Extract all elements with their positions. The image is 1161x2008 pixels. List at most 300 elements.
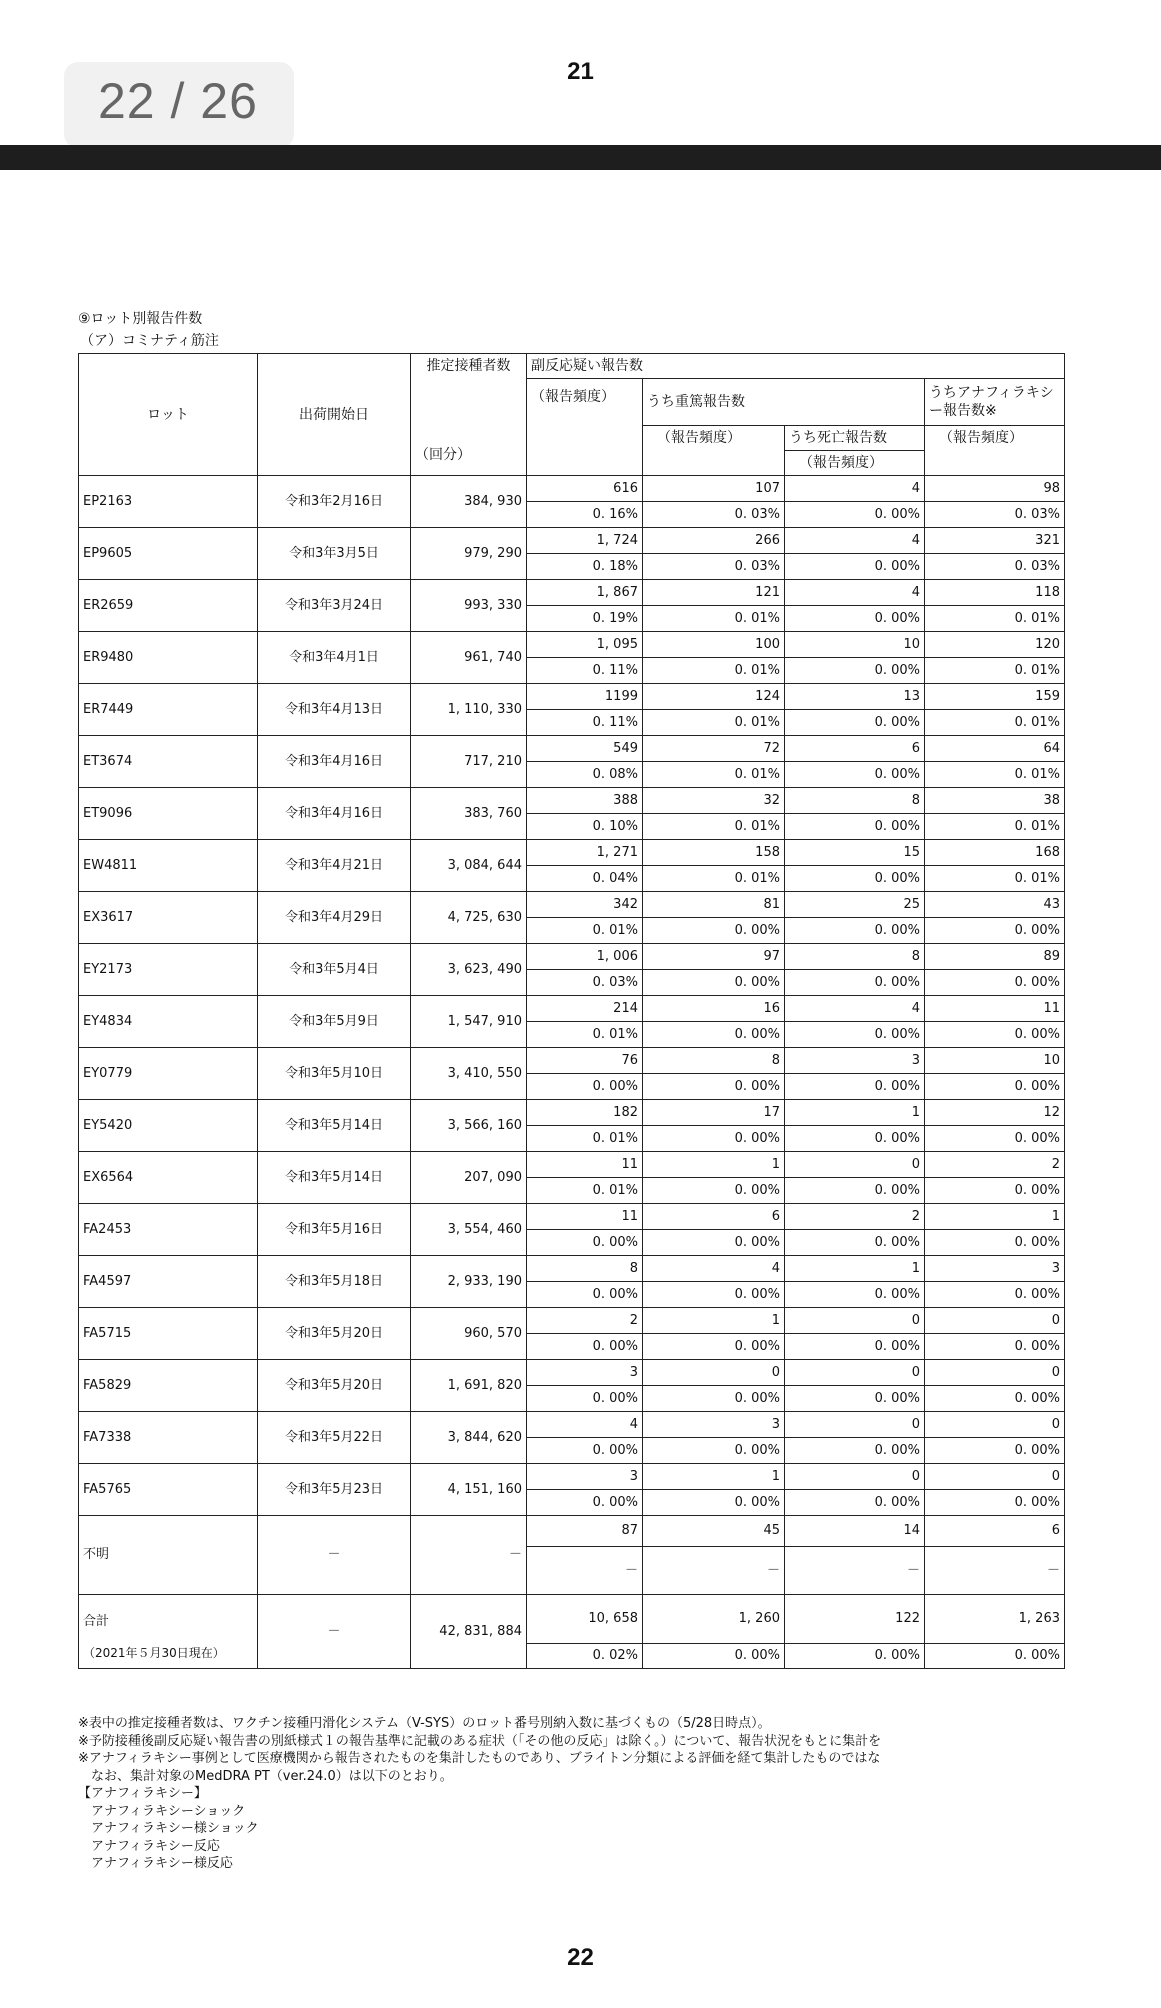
serious-freq-cell: 0. 00% <box>643 1126 785 1152</box>
reports-freq-cell: 0. 00% <box>527 1074 643 1100</box>
death-count-cell: 0 <box>785 1152 925 1178</box>
lot-cell <box>79 1360 258 1412</box>
anaph-freq-cell: 0. 00% <box>925 1490 1065 1516</box>
table-row <box>79 528 1065 554</box>
anaph-freq-cell: － <box>925 1547 1065 1595</box>
lot-cell <box>79 684 258 736</box>
doses-cell: 3, 623, 490 <box>411 944 527 996</box>
lot-cell <box>79 1516 258 1595</box>
section-title: ⑨ロット別報告件数 <box>78 311 203 327</box>
reports-freq-cell: 0. 00% <box>527 1282 643 1308</box>
lot-label: EW4811 <box>83 857 138 873</box>
serious-count-cell: 32 <box>643 788 785 814</box>
doses-cell: 3, 554, 460 <box>411 1204 527 1256</box>
serious-count-cell: 100 <box>643 632 785 658</box>
doses-cell: 207, 090 <box>411 1152 527 1204</box>
doses-cell: 961, 740 <box>411 632 527 684</box>
reports-freq-cell: 0. 00% <box>527 1490 643 1516</box>
anaph-freq-cell: 0. 01% <box>925 710 1065 736</box>
serious-count-cell: 81 <box>643 892 785 918</box>
doses-cell: 383, 760 <box>411 788 527 840</box>
serious-count-cell: 0 <box>643 1360 785 1386</box>
ship-date-cell: 令和3年5月14日 <box>258 1100 411 1152</box>
anaph-count-cell: 321 <box>925 528 1065 554</box>
serious-freq-cell: 0. 03% <box>643 554 785 580</box>
lot-label: ET9096 <box>83 805 133 821</box>
death-count-cell: 8 <box>785 788 925 814</box>
reports-count-cell: 2 <box>527 1308 643 1334</box>
serious-freq-cell: 0. 00% <box>643 1438 785 1464</box>
death-freq-cell: 0. 00% <box>785 554 925 580</box>
serious-freq-cell: － <box>643 1547 785 1595</box>
doses-cell: 4, 151, 160 <box>411 1464 527 1516</box>
ship-date-cell: 令和3年5月14日 <box>258 1152 411 1204</box>
lot-cell <box>79 1595 258 1669</box>
serious-count-cell: 4 <box>643 1256 785 1282</box>
serious-freq-cell: 0. 00% <box>643 1490 785 1516</box>
ship-date-cell: 令和3年5月16日 <box>258 1204 411 1256</box>
ship-date-cell: 令和3年5月23日 <box>258 1464 411 1516</box>
death-freq-cell: 0. 00% <box>785 1126 925 1152</box>
footnote-line: アナフィラキシーショック <box>78 1803 246 1819</box>
death-count-cell: 25 <box>785 892 925 918</box>
lot-label: EY4834 <box>83 1013 133 1029</box>
header-anaph: うちアナフィラキシー報告数※ <box>925 379 1065 426</box>
reports-count-cell: 8 <box>527 1256 643 1282</box>
anaph-freq-cell: 0. 00% <box>925 1178 1065 1204</box>
section-subtitle: （ア）コミナティ筋注 <box>80 333 219 349</box>
header-serious-freq: （報告頻度） <box>643 426 785 476</box>
lot-cell <box>79 476 258 528</box>
doses-cell: － <box>411 1516 527 1595</box>
anaph-count-cell: 89 <box>925 944 1065 970</box>
reports-freq-cell: 0. 10% <box>527 814 643 840</box>
serious-freq-cell: 0. 00% <box>643 970 785 996</box>
reports-freq-cell: 0. 00% <box>527 1334 643 1360</box>
reports-freq-cell: 0. 00% <box>527 1230 643 1256</box>
doses-cell: 3, 844, 620 <box>411 1412 527 1464</box>
reports-count-cell: 549 <box>527 736 643 762</box>
footnote-line: なお、集計対象のMedDRA PT（ver.24.0）は以下のとおり。 <box>78 1768 453 1784</box>
table-row <box>79 1464 1065 1490</box>
death-count-cell: 4 <box>785 528 925 554</box>
death-count-cell: 0 <box>785 1308 925 1334</box>
reports-freq-cell: 0. 02% <box>527 1644 643 1669</box>
table-row <box>79 788 1065 814</box>
death-count-cell: 4 <box>785 580 925 606</box>
death-count-cell: 6 <box>785 736 925 762</box>
death-freq-cell: 0. 00% <box>785 502 925 528</box>
reports-freq-cell: 0. 00% <box>527 1438 643 1464</box>
lot-cell <box>79 1308 258 1360</box>
death-freq-cell: 0. 00% <box>785 1490 925 1516</box>
death-count-cell: 0 <box>785 1412 925 1438</box>
death-freq-cell: 0. 00% <box>785 1074 925 1100</box>
serious-freq-cell: 0. 00% <box>643 1644 785 1669</box>
serious-count-cell: 17 <box>643 1100 785 1126</box>
death-freq-cell: 0. 00% <box>785 970 925 996</box>
reports-count-cell: 1199 <box>527 684 643 710</box>
serious-count-cell: 6 <box>643 1204 785 1230</box>
footnote-line: アナフィラキシー反応 <box>78 1838 220 1854</box>
lot-cell <box>79 1412 258 1464</box>
toolbar-divider <box>0 145 1161 170</box>
serious-count-cell: 158 <box>643 840 785 866</box>
ship-date-cell: － <box>258 1595 411 1669</box>
header-lot: ロット <box>79 354 258 476</box>
lot-label: ER2659 <box>83 597 134 613</box>
lot-label: ET3674 <box>83 753 133 769</box>
serious-freq-cell: 0. 00% <box>643 1230 785 1256</box>
serious-count-cell: 124 <box>643 684 785 710</box>
ship-date-cell: 令和3年2月16日 <box>258 476 411 528</box>
serious-count-cell: 72 <box>643 736 785 762</box>
anaph-freq-cell: 0. 00% <box>925 1438 1065 1464</box>
anaph-freq-cell: 0. 00% <box>925 1282 1065 1308</box>
anaph-freq-cell: 0. 00% <box>925 1644 1065 1669</box>
reports-freq-cell: 0. 01% <box>527 1022 643 1048</box>
lot-cell <box>79 632 258 684</box>
table-row <box>79 1412 1065 1438</box>
doses-cell: 3, 566, 160 <box>411 1100 527 1152</box>
reports-count-cell: 10, 658 <box>527 1595 643 1644</box>
lot-label: ER7449 <box>83 701 134 717</box>
table-row <box>79 632 1065 658</box>
table-row <box>79 1595 1065 1644</box>
serious-count-cell: 1, 260 <box>643 1595 785 1644</box>
footnote-line: 【アナフィラキシー】 <box>78 1786 207 1801</box>
serious-freq-cell: 0. 01% <box>643 710 785 736</box>
anaph-freq-cell: 0. 01% <box>925 658 1065 684</box>
lot-cell <box>79 528 258 580</box>
serious-count-cell: 16 <box>643 996 785 1022</box>
death-freq-cell: 0. 00% <box>785 1178 925 1204</box>
doses-cell: 1, 110, 330 <box>411 684 527 736</box>
death-count-cell: 122 <box>785 1595 925 1644</box>
table-row <box>79 476 1065 502</box>
ship-date-cell: 令和3年3月24日 <box>258 580 411 632</box>
lot-label: EX6564 <box>83 1169 134 1185</box>
death-freq-cell: 0. 00% <box>785 710 925 736</box>
anaph-freq-cell: 0. 00% <box>925 1334 1065 1360</box>
anaph-count-cell: 64 <box>925 736 1065 762</box>
anaph-count-cell: 1, 263 <box>925 1595 1065 1644</box>
table-row <box>79 1516 1065 1547</box>
page-indicator-text: 22 / 26 <box>98 73 258 129</box>
death-count-cell: 8 <box>785 944 925 970</box>
reports-freq-cell: 0. 04% <box>527 866 643 892</box>
table-row <box>79 944 1065 970</box>
anaph-freq-cell: 0. 00% <box>925 1022 1065 1048</box>
header-doses-unit: （回分） <box>411 379 527 476</box>
death-count-cell: 4 <box>785 996 925 1022</box>
anaph-freq-cell: 0. 00% <box>925 1074 1065 1100</box>
serious-count-cell: 121 <box>643 580 785 606</box>
header-freq: （報告頻度） <box>527 379 643 476</box>
lot-label: EP2163 <box>83 493 133 509</box>
anaph-freq-cell: 0. 03% <box>925 502 1065 528</box>
lot-label: 不明 <box>83 1547 110 1562</box>
death-freq-cell: 0. 00% <box>785 1334 925 1360</box>
doses-cell: 1, 691, 820 <box>411 1360 527 1412</box>
lot-cell <box>79 892 258 944</box>
doses-cell: 3, 084, 644 <box>411 840 527 892</box>
ship-date-cell: － <box>258 1516 411 1595</box>
death-freq-cell: 0. 00% <box>785 1230 925 1256</box>
footnote-line: アナフィラキシー様反応 <box>78 1856 233 1871</box>
table-row <box>79 1048 1065 1074</box>
serious-freq-cell: 0. 00% <box>643 1074 785 1100</box>
reports-freq-cell: 0. 08% <box>527 762 643 788</box>
reports-freq-cell: 0. 16% <box>527 502 643 528</box>
table-row <box>79 1256 1065 1282</box>
serious-count-cell: 97 <box>643 944 785 970</box>
serious-freq-cell: 0. 01% <box>643 606 785 632</box>
anaph-count-cell: 118 <box>925 580 1065 606</box>
anaph-count-cell: 0 <box>925 1308 1065 1334</box>
death-freq-cell: 0. 00% <box>785 1438 925 1464</box>
death-count-cell: 14 <box>785 1516 925 1547</box>
anaph-freq-cell: 0. 03% <box>925 554 1065 580</box>
death-count-cell: 2 <box>785 1204 925 1230</box>
death-freq-cell: 0. 00% <box>785 606 925 632</box>
doses-cell: 2, 933, 190 <box>411 1256 527 1308</box>
table-row <box>79 684 1065 710</box>
anaph-count-cell: 0 <box>925 1412 1065 1438</box>
anaph-freq-cell: 0. 00% <box>925 918 1065 944</box>
ship-date-cell: 令和3年4月16日 <box>258 788 411 840</box>
anaph-count-cell: 120 <box>925 632 1065 658</box>
doses-cell: 4, 725, 630 <box>411 892 527 944</box>
serious-freq-cell: 0. 00% <box>643 1334 785 1360</box>
lot-label: FA2453 <box>83 1221 132 1237</box>
serious-freq-cell: 0. 01% <box>643 866 785 892</box>
lot-label: 合計 <box>83 1614 110 1629</box>
death-count-cell: 13 <box>785 684 925 710</box>
lot-cell <box>79 1204 258 1256</box>
death-freq-cell: 0. 00% <box>785 1022 925 1048</box>
table-row <box>79 1152 1065 1178</box>
header-death: うち死亡報告数 <box>785 426 925 451</box>
death-freq-cell: 0. 00% <box>785 918 925 944</box>
reports-freq-cell: 0. 01% <box>527 1178 643 1204</box>
ship-date-cell: 令和3年3月5日 <box>258 528 411 580</box>
doses-cell: 3, 410, 550 <box>411 1048 527 1100</box>
death-count-cell: 1 <box>785 1100 925 1126</box>
lot-label: ER9480 <box>83 649 134 665</box>
anaph-count-cell: 0 <box>925 1360 1065 1386</box>
anaph-count-cell: 38 <box>925 788 1065 814</box>
lot-cell <box>79 788 258 840</box>
reports-count-cell: 214 <box>527 996 643 1022</box>
table-row <box>79 1308 1065 1334</box>
footnote-line: ※予防接種後副反応疑い報告書の別紙様式１の報告基準に記載のある症状（「その他の反応」は除く。）について、報告状況をもとに集計を <box>78 1733 882 1749</box>
reports-freq-cell: 0. 03% <box>527 970 643 996</box>
doses-cell: 717, 210 <box>411 736 527 788</box>
header-doses: 推定接種者数 <box>411 354 527 379</box>
reports-count-cell: 388 <box>527 788 643 814</box>
ship-date-cell: 令和3年4月16日 <box>258 736 411 788</box>
reports-freq-cell: － <box>527 1547 643 1595</box>
reports-count-cell: 87 <box>527 1516 643 1547</box>
anaph-freq-cell: 0. 01% <box>925 606 1065 632</box>
lot-cell <box>79 996 258 1048</box>
doses-cell: 993, 330 <box>411 580 527 632</box>
table-row <box>79 1204 1065 1230</box>
serious-freq-cell: 0. 01% <box>643 814 785 840</box>
footnote-line: ※表中の推定接種者数は、ワクチン接種円滑化システム（V-SYS）のロット番号別納入数に基づくもの（5/28日時点）。 <box>78 1716 771 1731</box>
serious-count-cell: 107 <box>643 476 785 502</box>
lot-label: EY5420 <box>83 1117 133 1133</box>
anaph-freq-cell: 0. 01% <box>925 814 1065 840</box>
lot-cell <box>79 1464 258 1516</box>
top-page-number: 21 <box>567 58 594 85</box>
death-count-cell: 15 <box>785 840 925 866</box>
lot-label: EX3617 <box>83 909 134 925</box>
lot-cell <box>79 736 258 788</box>
serious-freq-cell: 0. 00% <box>643 1386 785 1412</box>
doses-cell: 960, 570 <box>411 1308 527 1360</box>
lot-cell <box>79 1256 258 1308</box>
death-freq-cell: 0. 00% <box>785 1386 925 1412</box>
table-row <box>79 892 1065 918</box>
serious-freq-cell: 0. 03% <box>643 502 785 528</box>
table-row <box>79 840 1065 866</box>
reports-count-cell: 182 <box>527 1100 643 1126</box>
bottom-page-number: 22 <box>567 1944 594 1971</box>
lot-label: EY2173 <box>83 961 133 977</box>
lot-label: EY0779 <box>83 1065 133 1081</box>
doses-cell: 42, 831, 884 <box>411 1595 527 1669</box>
reports-count-cell: 3 <box>527 1464 643 1490</box>
anaph-count-cell: 43 <box>925 892 1065 918</box>
death-count-cell: 0 <box>785 1360 925 1386</box>
header-serious: うち重篤報告数 <box>643 379 925 426</box>
death-freq-cell: － <box>785 1547 925 1595</box>
header-ship-date: 出荷開始日 <box>258 354 411 476</box>
header-reports: 副反応疑い報告数 <box>527 354 1065 379</box>
anaph-count-cell: 0 <box>925 1464 1065 1490</box>
anaph-count-cell: 98 <box>925 476 1065 502</box>
anaph-freq-cell: 0. 00% <box>925 1126 1065 1152</box>
anaph-count-cell: 159 <box>925 684 1065 710</box>
anaph-freq-cell: 0. 01% <box>925 762 1065 788</box>
table-row <box>79 996 1065 1022</box>
table-row <box>79 736 1065 762</box>
ship-date-cell: 令和3年5月18日 <box>258 1256 411 1308</box>
ship-date-cell: 令和3年4月1日 <box>258 632 411 684</box>
ship-date-cell: 令和3年4月21日 <box>258 840 411 892</box>
header-death-freq: （報告頻度） <box>785 451 925 476</box>
serious-count-cell: 8 <box>643 1048 785 1074</box>
serious-count-cell: 1 <box>643 1308 785 1334</box>
anaph-freq-cell: 0. 00% <box>925 970 1065 996</box>
death-count-cell: 1 <box>785 1256 925 1282</box>
lot-label: EP9605 <box>83 545 133 561</box>
death-freq-cell: 0. 00% <box>785 814 925 840</box>
death-count-cell: 4 <box>785 476 925 502</box>
serious-count-cell: 1 <box>643 1464 785 1490</box>
anaph-count-cell: 11 <box>925 996 1065 1022</box>
anaph-count-cell: 168 <box>925 840 1065 866</box>
reports-count-cell: 11 <box>527 1152 643 1178</box>
lot-cell <box>79 1152 258 1204</box>
reports-count-cell: 4 <box>527 1412 643 1438</box>
death-freq-cell: 0. 00% <box>785 1282 925 1308</box>
lot-cell <box>79 944 258 996</box>
reports-count-cell: 11 <box>527 1204 643 1230</box>
ship-date-cell: 令和3年5月10日 <box>258 1048 411 1100</box>
reports-freq-cell: 0. 18% <box>527 554 643 580</box>
ship-date-cell: 令和3年5月4日 <box>258 944 411 996</box>
reports-count-cell: 1, 867 <box>527 580 643 606</box>
reports-count-cell: 76 <box>527 1048 643 1074</box>
ship-date-cell: 令和3年5月20日 <box>258 1360 411 1412</box>
ship-date-cell: 令和3年4月29日 <box>258 892 411 944</box>
lot-label: FA5715 <box>83 1325 132 1341</box>
reports-freq-cell: 0. 01% <box>527 1126 643 1152</box>
header-anaph-freq: （報告頻度） <box>925 426 1065 476</box>
table-row <box>79 580 1065 606</box>
ship-date-cell: 令和3年5月22日 <box>258 1412 411 1464</box>
as-of-date: （2021年５月30日現在） <box>83 1646 225 1660</box>
serious-freq-cell: 0. 00% <box>643 918 785 944</box>
reports-count-cell: 1, 271 <box>527 840 643 866</box>
anaph-freq-cell: 0. 01% <box>925 866 1065 892</box>
death-freq-cell: 0. 00% <box>785 658 925 684</box>
serious-count-cell: 45 <box>643 1516 785 1547</box>
reports-freq-cell: 0. 11% <box>527 710 643 736</box>
lot-label: FA4597 <box>83 1273 132 1289</box>
lot-report-table <box>78 353 1065 1669</box>
serious-freq-cell: 0. 01% <box>643 658 785 684</box>
lot-cell <box>79 1100 258 1152</box>
doses-cell: 979, 290 <box>411 528 527 580</box>
lot-label: FA5829 <box>83 1377 132 1393</box>
footnote-line: ※アナフィラキシー事例として医療機関から報告されたものを集計したものであり、ブライトン分類による評価を経て集計したものではな <box>78 1751 881 1766</box>
death-freq-cell: 0. 00% <box>785 1644 925 1669</box>
reports-count-cell: 1, 724 <box>527 528 643 554</box>
ship-date-cell: 令和3年5月20日 <box>258 1308 411 1360</box>
lot-cell <box>79 840 258 892</box>
death-count-cell: 0 <box>785 1464 925 1490</box>
anaph-count-cell: 3 <box>925 1256 1065 1282</box>
serious-count-cell: 266 <box>643 528 785 554</box>
table-row <box>79 1100 1065 1126</box>
serious-freq-cell: 0. 00% <box>643 1178 785 1204</box>
anaph-count-cell: 2 <box>925 1152 1065 1178</box>
lot-label: FA7338 <box>83 1429 132 1445</box>
death-freq-cell: 0. 00% <box>785 762 925 788</box>
anaph-count-cell: 6 <box>925 1516 1065 1547</box>
reports-count-cell: 3 <box>527 1360 643 1386</box>
death-freq-cell: 0. 00% <box>785 866 925 892</box>
reports-count-cell: 616 <box>527 476 643 502</box>
footnotes <box>78 1715 881 1873</box>
reports-freq-cell: 0. 00% <box>527 1386 643 1412</box>
serious-freq-cell: 0. 00% <box>643 1022 785 1048</box>
reports-freq-cell: 0. 19% <box>527 606 643 632</box>
footnote-line: アナフィラキシー様ショック <box>78 1821 259 1836</box>
death-count-cell: 10 <box>785 632 925 658</box>
table-row <box>79 1360 1065 1386</box>
lot-cell <box>79 580 258 632</box>
ship-date-cell: 令和3年5月9日 <box>258 996 411 1048</box>
death-count-cell: 3 <box>785 1048 925 1074</box>
reports-freq-cell: 0. 01% <box>527 918 643 944</box>
reports-count-cell: 342 <box>527 892 643 918</box>
lot-label: FA5765 <box>83 1481 132 1497</box>
